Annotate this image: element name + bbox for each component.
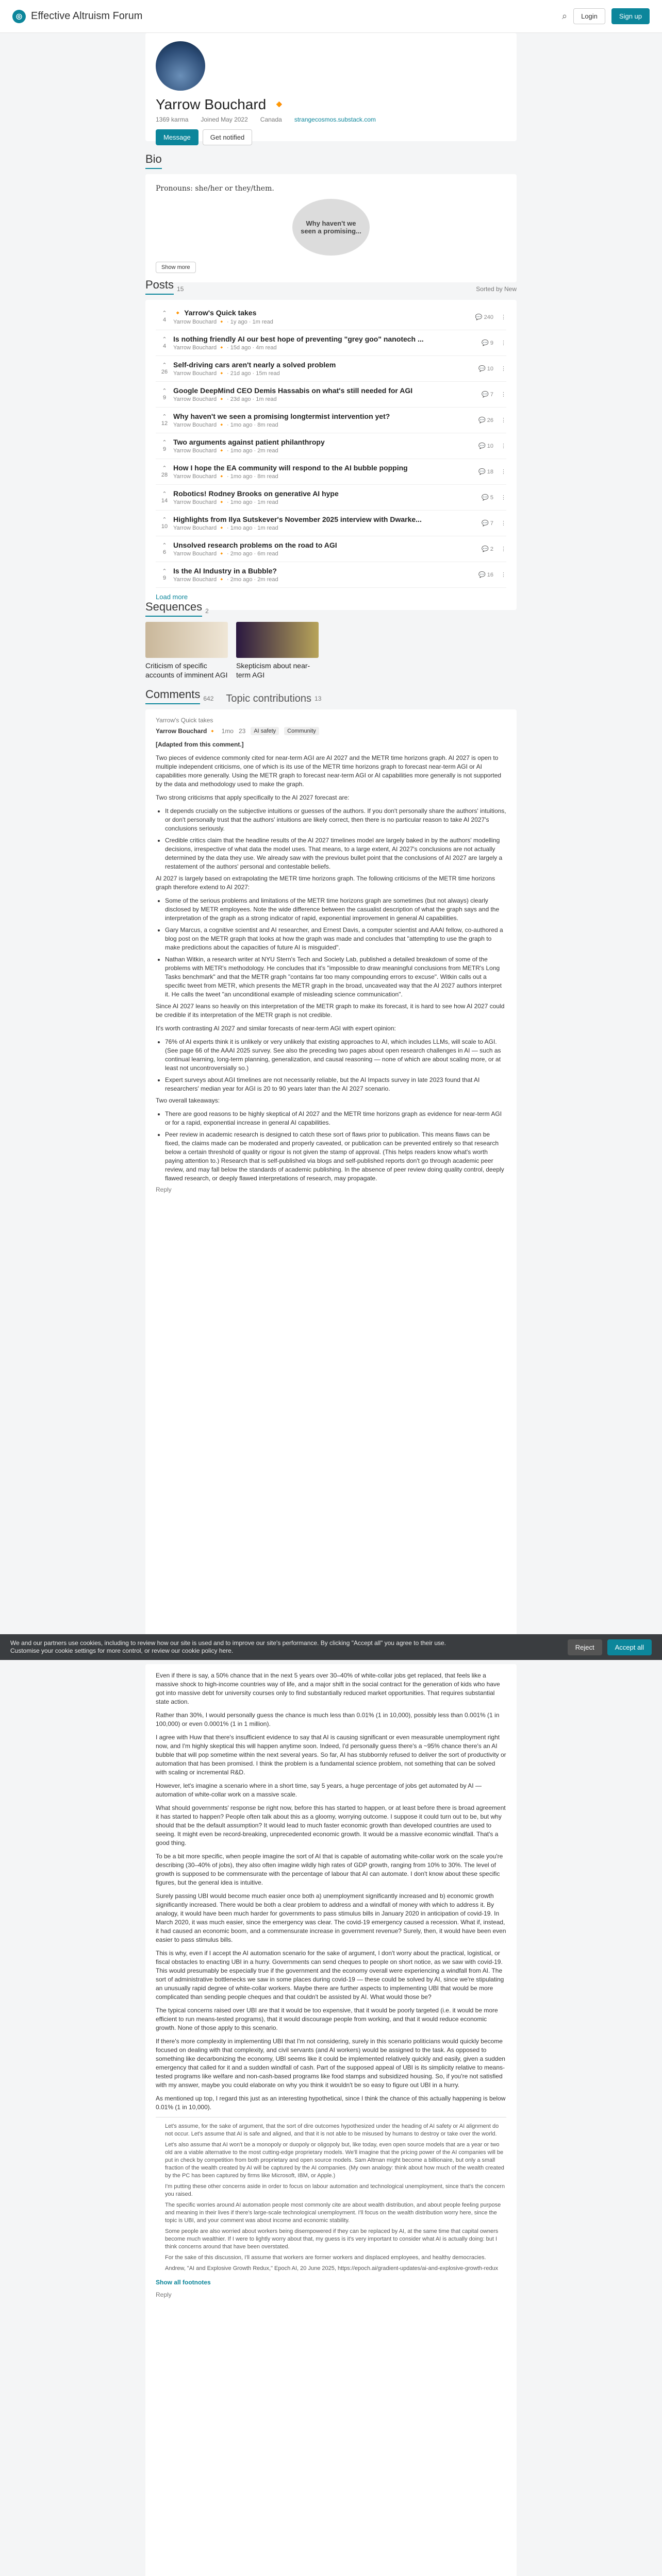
comment-icon: 💬	[482, 546, 489, 552]
comment-icon: 💬	[482, 392, 489, 398]
post-karma: ⌃ 9	[162, 568, 167, 581]
login-button[interactable]: Login	[573, 8, 605, 24]
comment-paragraph: Surely passing UBI would become much easier once both a) unemployment significantly increased and b) economic growth significantly increased. There would be both a clear problem to address and a windfall of money with which to address it. By analogy, it would have been much harder for governments to pass stimulus bills in January 2020 in anticipation of covid-19. In March 2020, it was much easier, since the emergency was clear. The covid-19 emergency caused a recession. What if, instead, it had caused an economic boom, and a commensurate increase in government revenue? Surely, then, it would have been even easier to pass stimulus bills.	[156, 1892, 506, 1943]
comment-icon: 💬	[475, 314, 483, 320]
show-more-button[interactable]: Show more	[156, 262, 196, 273]
accept-cookies-button[interactable]: Accept all	[607, 1639, 652, 1655]
comment-count[interactable]: 💬 26	[478, 417, 493, 423]
comment-icon: 💬	[478, 572, 486, 578]
tag-ai-safety[interactable]: AI safety	[251, 727, 279, 735]
comment-bullet: • 76% of AI experts think it is unlikely or very unlikely that existing approaches to AI, which includes LLMs, will scale to AGI. (See page 66 of the AAAI 2025 survey. See also the preceding two pages about open research challenges in AI — such as continual learning, long-term planning, generalization, and causal reasoning — none of which are about scaling more, or at least not uncontroversially so.)	[165, 1038, 506, 1073]
post-karma: ⌃ 4	[162, 336, 167, 349]
profile-header	[145, 33, 517, 141]
bio-heading: Bio	[145, 152, 162, 169]
signup-button[interactable]: Sign up	[611, 8, 650, 24]
comment-bullet: • Peer review in academic research is designed to catch these sort of flaws prior to publication. This means flaws can be fixed, the claims made can be moderated and properly caveated, or publication can be prevented entirely so that research below a certain threshold of quality or rigour is not given the stamp of approval. (This helps readers know what's worth paying attention to.) Research that is self-published via blogs and self-published reports don't go through academic peer review, and may fall below the standards of academic publishing. In the absence of peer review doing quality control, deeply flawed research, or deeply flawed interpretations of research, may propagate.	[165, 1130, 506, 1183]
upvote-icon[interactable]: ⌃	[162, 413, 167, 420]
comment-bullet: • Some of the serious problems and limitations of the METR time horizons graph are sometimes (but not always) clearly disclosed by METR employees. Note the wide difference between the casualist description of what the graph says and the interpretation of the graph as a strong indicator of rapid, exponential improvement in general AI capabilities.	[165, 896, 506, 923]
cookie-banner	[0, 1634, 662, 1660]
more-icon[interactable]: ⋮	[501, 520, 506, 527]
site-logo-icon[interactable]: ◎	[12, 10, 26, 23]
bio-card	[145, 174, 517, 282]
post-row[interactable]	[156, 433, 506, 459]
upvote-icon[interactable]: ⌃	[162, 465, 167, 471]
comment-quote: [Adapted from this comment.]	[156, 741, 244, 748]
upvote-icon[interactable]: ⌃	[162, 387, 167, 394]
comment-icon: 💬	[478, 443, 486, 449]
comments-tab[interactable]: Comments	[145, 688, 200, 704]
comment-paragraph: However, let's imagine a scenario where in a short time, say 5 years, a huge percentage of jobs get automated by AI — automation of white-collar work on a massive scale.	[156, 1782, 482, 1798]
comment-count[interactable]: 💬 16	[478, 572, 493, 578]
comment-paragraph: I agree with Huw that there's insufficient evidence to say that AI is causing significant or even measurable unemployment right now, and I'm highly skeptical this will happen anytime soon. Indeed, I'd personally guess there's a ~95% chance there's an AI bubble that will pop sometime within the next several years. So far, AI has stubbornly refused to deliver the sort of productivity or automation that has been promised. I think the problem is a fundamental science problem, not something that can be solved with scaling or incremental R&D.	[156, 1734, 506, 1776]
comment-count[interactable]: 💬 7	[482, 392, 493, 398]
bio-text: Pronouns: she/her or they/them.	[156, 184, 274, 193]
sequences-count: 2	[205, 607, 209, 615]
reject-cookies-button[interactable]: Reject	[568, 1639, 602, 1655]
post-row[interactable]	[156, 511, 506, 536]
post-karma: ⌃ 28	[161, 465, 168, 478]
post-karma: ⌃ 10	[161, 516, 168, 530]
comment-card	[145, 1664, 517, 2576]
post-title[interactable]: Is the AI Industry in a Bubble?	[173, 567, 277, 575]
comment-paragraph: It's worth contrasting AI 2027 and similar forecasts of near-term AGI with expert opinion:	[156, 1025, 396, 1032]
upvote-icon[interactable]: ⌃	[162, 542, 167, 549]
more-icon[interactable]: ⋮	[501, 417, 506, 423]
tag-community[interactable]: Community	[284, 727, 319, 735]
post-row[interactable]	[156, 330, 506, 356]
reply-link[interactable]: Reply	[156, 1186, 172, 1193]
comment-icon: 💬	[478, 366, 486, 372]
upvote-icon[interactable]: ⌃	[162, 568, 167, 574]
comment-paragraph: If there's more complexity in implementing UBI that I'm not considering, surely in this scenario politicians would quickly become focused on dealing with that complexity, and civil servants (and AI workers) would be assigned to the task. As opposed to something like decarbonizing the economy, UBI seems like it could be implemented relatively quickly and easily, given a sudden emergency that called for it and a sudden windfall of cash. Part of the supposed appeal of UBI is its simplicity relative to means-tested programs like welfare and non-cash-based programs like food stamps and subsidized housing. So, if you're not satisfied with my answer, maybe you could elaborate on why you think it wouldn't be so easy to figure out UBI in a hurry.	[156, 2038, 505, 2089]
comment-card	[145, 709, 517, 1642]
comment-paragraph: Two overall takeaways:	[156, 1097, 220, 1104]
comment-paragraph: Even if there is say, a 50% chance that in the next 5 years over 30–40% of white-collar jobs get replaced, that feels like a massive shock to high-income countries way of life, and a major shift in the social contract for the generation of kids who have got into massive debt for university courses only to find substantially reduced market opportunities. That requires substantial state action.	[156, 1672, 500, 1705]
post-row[interactable]	[156, 304, 506, 330]
search-icon[interactable]: ⌕	[562, 11, 568, 21]
message-button[interactable]: Message	[156, 129, 198, 145]
upvote-icon[interactable]: ⌃	[162, 516, 167, 523]
post-title[interactable]: Highlights from Ilya Sutskever's November 2025 interview with Dwarke...	[173, 515, 422, 523]
more-icon[interactable]: ⋮	[501, 546, 506, 552]
joined-date: Joined May 2022	[201, 116, 248, 123]
sequence-card[interactable]	[145, 622, 228, 680]
post-title[interactable]: Robotics! Rodney Brooks on generative AI hype	[173, 489, 339, 498]
post-karma: ⌃ 9	[162, 439, 167, 452]
parent-post-link[interactable]: Yarrow's Quick takes	[156, 717, 213, 724]
post-meta: Yarrow Bouchard 🔸 · 23d ago · 1m read	[173, 396, 277, 402]
post-row[interactable]	[156, 356, 506, 382]
posts-list	[145, 300, 517, 610]
post-karma: ⌃ 9	[162, 387, 167, 401]
comment-paragraph: AI 2027 is largely based on extrapolating the METR time horizons graph. The following criticisms of the METR time horizons graph therefore extend to AI 2027:	[156, 875, 495, 891]
more-icon[interactable]: ⋮	[501, 443, 506, 449]
more-icon[interactable]: ⋮	[501, 366, 506, 372]
post-row[interactable]	[156, 485, 506, 511]
post-title[interactable]: Unsolved research problems on the road to AGI	[173, 541, 337, 549]
comment-icon: 💬	[482, 495, 489, 501]
upvote-icon[interactable]: ⌃	[162, 490, 167, 497]
bio-image-text: Why haven't we seen a promising...	[301, 219, 361, 235]
sort-dropdown[interactable]: Sorted by New	[476, 285, 517, 293]
footnote: The specific worries around AI automation people most commonly cite are about wealth distribution, and about people feeling purpose and meaning in their lives if there's large-scale technological unemployment. I'll focus on the wealth distribution worry here, since the topic is UBI, and your comment was about income and economic stability.	[165, 2202, 501, 2224]
load-more-link[interactable]: Load more	[156, 593, 188, 601]
comment-count[interactable]: 💬 10	[478, 366, 493, 372]
post-meta: Yarrow Bouchard 🔸 · 1y ago · 1m read	[173, 319, 273, 325]
sequences-heading: Sequences	[145, 600, 202, 617]
comment-count[interactable]: 💬 9	[482, 340, 493, 346]
post-karma: ⌃ 26	[161, 362, 168, 375]
comment-bullet: • Expert surveys about AGI timelines are not necessarily reliable, but the AI Impacts survey in late 2023 found that AI researchers' median year for AGI is 20 to 90 years later than the AI 2027 scenario.	[165, 1076, 506, 1093]
more-icon[interactable]: ⋮	[501, 314, 506, 320]
sequence-title[interactable]: Criticism of specific accounts of imminent AGI	[145, 662, 228, 679]
footnote: I'm putting these other concerns aside in order to focus on labour automation and technological unemployment, since that's the concern you raised.	[165, 2183, 505, 2197]
topic-contributions-tab[interactable]: Topic contributions	[226, 692, 312, 704]
post-title[interactable]: How I hope the EA community will respond to the AI bubble popping	[173, 464, 408, 472]
comment-bullet: • Gary Marcus, a cognitive scientist and AI researcher, and Ernest Davis, a computer scientist and AAAI fellow, co-authored a blog post on the METR graph that looks at how the graph was made and concludes that "attempting to use the graph to make predictions about the capacities of future AI is misguided".	[165, 926, 506, 952]
comment-icon: 💬	[482, 520, 489, 527]
comment-count[interactable]: 💬 7	[482, 520, 493, 527]
post-meta: Yarrow Bouchard 🔸 · 1mo ago · 8m read	[173, 422, 278, 428]
reply-link[interactable]: Reply	[156, 2291, 172, 2298]
post-meta: Yarrow Bouchard 🔸 · 15d ago · 4m read	[173, 345, 277, 351]
comment-bullet: • It depends crucially on the subjective intuitions or guesses of the authors. If you don't personally share the authors' intuitions, or don't personally trust that the authors' intuitions are likely correct, then there is no particular reason to take AI 2027's conclusions seriously.	[165, 807, 506, 833]
subscribe-button[interactable]: Get notified	[203, 129, 253, 145]
comment-paragraph: Rather than 30%, I would personally guess the chance is much less than 0.01% (1 in 10,000), possibly less than 0.001% (1 in 100,000) or even 0.0001% (1 in 1 million).	[156, 1711, 500, 1727]
post-row[interactable]	[156, 562, 506, 588]
comment-count[interactable]: 💬 240	[475, 314, 493, 320]
comment-paragraph: What should governments' response be right now, before this has started to happen, or at least before there is broad agreement it has started to happen? People often talk about this as a gloomy, worrying outcome. I suppose it could turn out to be, but why should that be the default assumption? It would lead to much faster economic growth than developed countries are used to seeing. It might even be record-breaking, unprecedented economic growth. It would be a massive economic windfall. That's a good thing.	[156, 1804, 506, 1846]
upvote-icon[interactable]: ⌃	[162, 362, 167, 368]
avatar	[156, 41, 205, 91]
comment-paragraph: To be a bit more specific, when people imagine the sort of AI that is capable of automating white-collar work on the scale you're describing (30–40% of jobs), they also often imagine wildly high rates of GDP growth, ranging from 10% to 30%. The level of growth is supposed to be commensurate with the percentage of labour that AI can automate. I don't know about these specific figures, but the general idea is intuitive.	[156, 1853, 503, 1886]
footnote: Let's also assume that AI won't be a monopoly or duopoly or oligopoly but, like today, even open source models that are a year or two old are a viable alternative to the most cutting-edge proprietary models. We'll imagine that the pricing power of the AI companies will be put in check by competition from both proprietary and open source models. Sam Altman might become a billionaire, but only a small fraction of the wealth created by AI will be captured by the AI companies. (My own analogy: think about how much of the wealth created by the PC has been captured by firms like Microsoft, IBM, or Apple.)	[165, 2142, 504, 2179]
comment-paragraph: As mentioned up top, I regard this just as an interesting hypothetical, since I think the chance of this actually happening is below 0.01% (1 in 10,000).	[156, 2095, 506, 2111]
post-title[interactable]: Two arguments against patient philanthropy	[173, 438, 325, 446]
footnote: Let's assume, for the sake of argument, that the sort of dire outcomes hypothesized under the heading of AI safety or AI alignment do not occur. Let's assume that AI is safe and aligned, and that it is not able to be misused by humans to destroy or take over the world.	[165, 2123, 499, 2137]
cookie-text: We and our partners use cookies, including to review how our site is used and to improve our site's performance. By clicking "Accept all" you agree to their use. Customise your cookie settings for more control, or review our cookie policy here.	[10, 1639, 446, 1654]
comment-paragraph: Two pieces of evidence commonly cited for near-term AGI are AI 2027 and the METR time horizons graph. AI 2027 is open to multiple independent criticisms, one of which is its use of the METR time horizons graph to forecast near-term AGI or AI capabilities more generally. Using the METR graph to forecast near-term AGI or AI capabilities more generally is not supported by the data and methodology used to make the graph.	[156, 754, 502, 788]
posts-count: 15	[177, 285, 184, 293]
more-icon[interactable]: ⋮	[501, 340, 506, 346]
post-meta: Yarrow Bouchard 🔸 · 1mo ago · 1m read	[173, 499, 278, 505]
footnote: Andrew, "AI and Explosive Growth Redux," Epoch AI, 20 June 2025, https://epoch.ai/gradient-updates/ai-and-explosive-growth-redux	[165, 2265, 499, 2272]
post-title[interactable]: Is nothing friendly AI our best hope of preventing "grey goo" nanotech ...	[173, 335, 424, 343]
more-icon[interactable]: ⋮	[501, 572, 506, 578]
footnote: For the sake of this discussion, I'll assume that workers are former workers and displaced employees, and healthy democracies.	[165, 2255, 486, 2261]
bio-image	[292, 199, 370, 256]
post-meta: Yarrow Bouchard 🔸 · 2mo ago · 6m read	[173, 551, 278, 557]
comment-paragraph: The typical concerns raised over UBI are that it would be too expensive, that it would be poorly targeted (i.e. it would be more efficient to run means-tested programs), that it would discourage people from working, and that it would reduce economic growth. None of those apply to this scenario.	[156, 2007, 498, 2031]
post-row[interactable]	[156, 408, 506, 433]
more-icon[interactable]: ⋮	[501, 495, 506, 501]
comments-count: 642	[203, 695, 214, 702]
show-footnotes-link[interactable]: Show all footnotes	[156, 2279, 211, 2286]
comment-icon: 💬	[482, 340, 489, 346]
post-meta: Yarrow Bouchard 🔸 · 1mo ago · 1m read	[173, 525, 278, 531]
location: Canada	[260, 116, 282, 123]
post-row[interactable]	[156, 459, 506, 485]
post-title[interactable]: 🔸 Yarrow's Quick takes	[173, 309, 257, 317]
post-row[interactable]	[156, 536, 506, 562]
karma-count: 1369 karma	[156, 116, 189, 123]
comment-bullet: • Credible critics claim that the headline results of the AI 2027 timelines model are largely baked in by the authors' modelling decisions, irrespective of what data the model uses. That means, to a large extent, AI 2027's conclusions are not actually determined by the data they use. We already saw with the previous bullet point that the conclusions of AI 2027 are largely a restatement of the authors' personal and contestable beliefs.	[165, 836, 506, 871]
upvote-icon[interactable]: ⌃	[162, 336, 167, 343]
post-meta: Yarrow Bouchard 🔸 · 1mo ago · 8m read	[173, 473, 278, 480]
comment-paragraph: Since AI 2027 leans so heavily on this interpretation of the METR graph to make its forecast, it is hard to see how AI 2027 could be credible if its interpretation of the METR graph is not credible.	[156, 1003, 505, 1019]
post-meta: Yarrow Bouchard 🔸 · 2mo ago · 2m read	[173, 577, 278, 583]
post-row[interactable]	[156, 382, 506, 408]
posts-heading: Posts	[145, 278, 174, 295]
more-icon[interactable]: ⋮	[501, 469, 506, 475]
comment-paragraph: Two strong criticisms that apply specifically to the AI 2027 forecast are:	[156, 794, 350, 801]
site-name[interactable]: Effective Altruism Forum	[31, 10, 143, 22]
comment-icon: 💬	[478, 417, 486, 423]
comment-age: 1mo	[221, 727, 234, 735]
comment-count[interactable]: 💬 2	[482, 546, 493, 552]
sequence-image	[145, 622, 228, 658]
post-meta: Yarrow Bouchard 🔸 · 1mo ago · 2m read	[173, 448, 278, 454]
post-title[interactable]: Self-driving cars aren't nearly a solved problem	[173, 361, 336, 369]
post-karma: ⌃ 4	[162, 310, 167, 323]
comment-paragraph: This is why, even if I accept the AI automation scenario for the sake of argument, I don't worry about the practical, logistical, or fiscal obstacles to enacting UBI in a hurry. Governments can send cheques to people on short notice, as we saw with covid-19. This would presumably be especially true if the government and the economy overall were experiencing a windfall from AI. The sort of administrative bottlenecks we saw in some places during covid-19 — these could be solved by AI, since we're stipulating an unusually rapid degree of white-collar workers. Maybe there are further aspects to implementing UBI that would be more complicated than sending people cheques and that couldn't be assisted by AI. What would those be?	[156, 1950, 504, 2001]
profile-name: Yarrow Bouchard 🔸	[156, 96, 288, 112]
website-link[interactable]: strangecosmos.substack.com	[294, 116, 376, 123]
more-icon[interactable]: ⋮	[501, 392, 506, 398]
post-meta: Yarrow Bouchard 🔸 · 21d ago · 15m read	[173, 370, 280, 377]
comment-score: 23	[238, 727, 246, 735]
comment-count[interactable]: 💬 10	[478, 443, 493, 449]
sequence-card[interactable]	[236, 622, 319, 680]
post-karma: ⌃ 14	[161, 490, 168, 504]
comment-count[interactable]: 💬 18	[478, 469, 493, 475]
sequence-image	[236, 622, 319, 658]
upvote-icon[interactable]: ⌃	[162, 310, 167, 316]
top-bar	[0, 0, 662, 33]
comment-icon: 💬	[478, 469, 486, 475]
sequence-title[interactable]: Skepticism about near-term AGI	[236, 662, 310, 679]
post-karma: ⌃ 12	[161, 413, 168, 427]
topic-count: 13	[315, 695, 322, 702]
comment-bullet: • Nathan Witkin, a research writer at NYU Stern's Tech and Society Lab, published a detailed breakdown of some of the problems with METR's methodology. He concludes that it's "impossible to draw meaningful conclusions from METR's Long Tasks benchmark" and that the METR graph "contains far too many compounding errors to excuse". Witkin calls out a specific tweet from METR, which presents the METR graph in the broad, uncaveated way that the AI 2027 authors interpret it. He calls the tweet "an unconditional example of misleading science communication".	[165, 955, 506, 999]
post-title[interactable]: Why haven't we seen a promising longtermist intervention yet?	[173, 412, 390, 420]
post-title[interactable]: Google DeepMind CEO Demis Hassabis on what's still needed for AGI	[173, 386, 413, 395]
comment-author[interactable]: Yarrow Bouchard 🔸	[156, 727, 217, 735]
post-karma: ⌃ 6	[162, 542, 167, 555]
comment-bullet: • There are good reasons to be highly skeptical of AI 2027 and the METR time horizons graph as evidence for near-term AGI or for a rapid, exponential increase in general AI capabilities.	[165, 1110, 506, 1127]
upvote-icon[interactable]: ⌃	[162, 439, 167, 446]
comment-count[interactable]: 💬 5	[482, 495, 493, 501]
footnote: Some people are also worried about workers being disempowered if they can be replaced by AI, at the same time that capital owners become much wealthier. If I were to lightly worry about that, my guess is it's very important to consider what AI is actually doing: but I think concerns around that have been overstated.	[165, 2228, 499, 2250]
